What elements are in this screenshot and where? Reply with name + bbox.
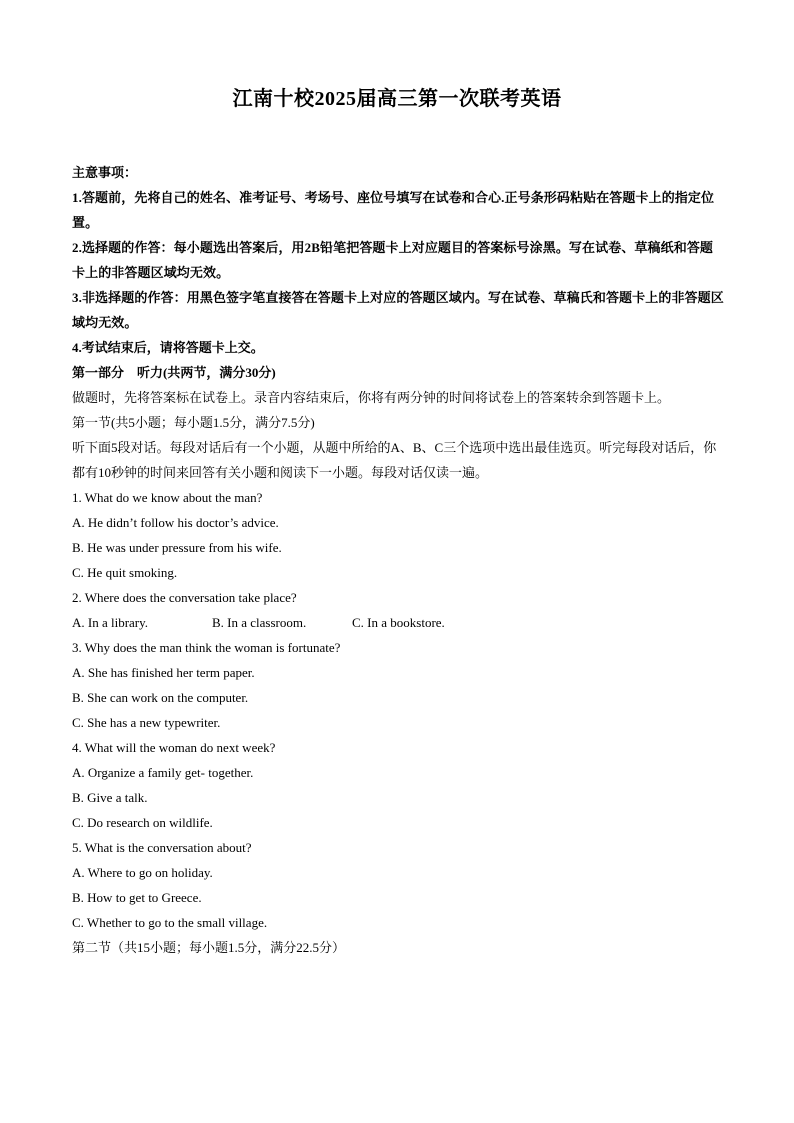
question-5-option-b: B. How to get to Greece. (72, 890, 202, 905)
question-3-option-a: A. She has finished her term paper. (72, 665, 255, 680)
question-5-option-a: A. Where to go on holiday. (72, 865, 213, 880)
question-1-option-c: C. He quit smoking. (72, 565, 178, 580)
notice-heading: 主意事项： (72, 165, 138, 180)
question-2: 2. Where does the conversation take place? (72, 590, 297, 605)
question-2-option-c: C. In a bookstore. (352, 615, 445, 630)
question-1-option-b: B. He was under pressure from his wife. (72, 540, 282, 555)
section1-heading: 第一节(共5小题；每小题1.5分，满分7.5分) (72, 415, 315, 430)
question-3-option-b: B. She can work on the computer. (72, 690, 249, 705)
question-3: 3. Why does the man think the woman is fortunate? (72, 640, 341, 655)
question-2-options (72, 610, 724, 635)
part1-instruction: 做题时，先将答案标在试卷上。录音内容结束后，你将有两分钟的时间将试卷上的答案转余到答题卡上。 (72, 390, 671, 405)
exam-content (72, 160, 724, 960)
question-4-option-a: A. Organize a family get- together. (72, 765, 254, 780)
question-1: 1. What do we know about the man? (72, 490, 263, 505)
question-4-option-c: C. Do research on wildlife. (72, 815, 213, 830)
question-5: 5. What is the conversation about? (72, 840, 252, 855)
question-5-option-c: C. Whether to go to the small village. (72, 915, 268, 930)
notice-item-4: 4.考试结束后，请将答题卡上交。 (72, 340, 264, 355)
section2-heading: 第二节（共15小题；每小题1.5分，满分22.5分） (72, 940, 346, 955)
part1-heading: 第一部分 听力(共两节，满分30分) (72, 365, 276, 380)
question-2-option-a: A. In a library. (72, 615, 149, 630)
notice-item-1: 1.答题前，先将自己的姓名、准考证号、考场号、座位号填写在试卷和合心.正号条形码粘贴在答题卡上的指定位置。 (72, 190, 715, 230)
question-4: 4. What will the woman do next week? (72, 740, 276, 755)
section1-instruction: 听下面5段对话。每段对话后有一个小题，从题中所给的A、B、C三个选项中选出最佳选页。听完每段对话后，你都有10秒钟的时间来回答有关小题和阅读下一小题。每段对话仅读一遍。 (72, 440, 717, 480)
question-4-option-b: B. Give a talk. (72, 790, 148, 805)
page-title: 江南十校2025届高三第一次联考英语 (232, 88, 562, 110)
notice-item-2: 2.选择题的作答：每小题选出答案后，用2B铅笔把答题卡上对应题目的答案标号涂黑。写在试卷、草稿纸和答题卡上的非答题区域均无效。 (72, 240, 714, 280)
question-1-option-a: A. He didn’t follow his doctor’s advice. (72, 515, 279, 530)
notice-item-3: 3.非选择题的作答：用黑色签字笔直接答在答题卡上对应的答题区域内。写在试卷、草稿氏和答题卡上的非答题区域均无效。 (72, 290, 724, 330)
question-3-option-c: C. She has a new typewriter. (72, 715, 221, 730)
question-2-option-b: B. In a classroom. (212, 615, 307, 630)
